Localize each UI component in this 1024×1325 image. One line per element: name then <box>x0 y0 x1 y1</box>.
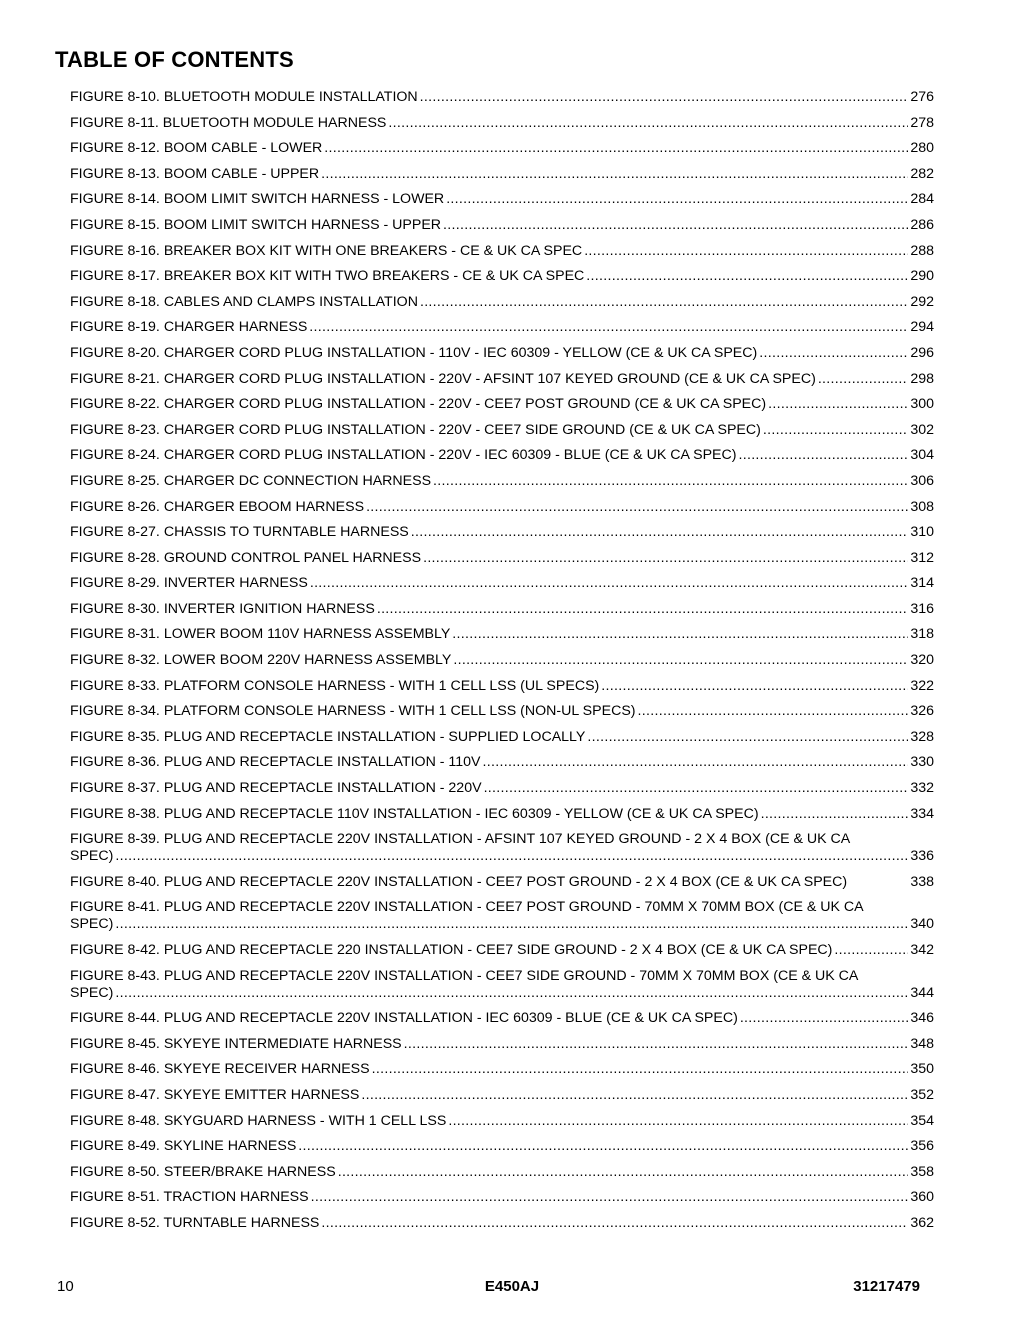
toc-entry-title: FIGURE 8-18. CABLES AND CLAMPS INSTALLATION <box>70 293 418 310</box>
dot-leader <box>584 243 908 260</box>
toc-entry-title: FIGURE 8-10. BLUETOOTH MODULE INSTALLATION <box>70 89 418 105</box>
toc-entry-page: 294 <box>910 319 934 336</box>
toc-entry-title: FIGURE 8-51. TRACTION HARNESS <box>70 1189 309 1206</box>
toc-entry-page: 288 <box>910 242 934 259</box>
toc-entry[interactable] <box>70 968 934 1002</box>
dot-leader <box>311 1189 909 1206</box>
toc-entry-page: 298 <box>910 370 934 387</box>
toc-entry-title: FIGURE 8-45. SKYEYE INTERMEDIATE HARNESS <box>70 1035 402 1052</box>
dot-leader <box>321 166 908 183</box>
toc-entry-title: FIGURE 8-52. TURNTABLE HARNESS <box>70 1214 320 1231</box>
dot-leader <box>448 1113 908 1130</box>
dot-leader <box>638 703 909 720</box>
toc-entry-page: 348 <box>910 1035 934 1052</box>
toc-entry-page: 308 <box>910 498 934 515</box>
toc-entry-page: 310 <box>910 524 934 541</box>
toc-entry[interactable] <box>70 831 934 865</box>
toc-entry-page: 318 <box>910 626 934 643</box>
toc-entry-page: 326 <box>910 703 934 720</box>
dot-leader <box>298 1138 908 1155</box>
toc-entry-page: 320 <box>910 652 934 669</box>
dot-leader <box>404 1036 909 1053</box>
toc-entry-title: FIGURE 8-14. BOOM LIMIT SWITCH HARNESS - LOWER <box>70 191 445 208</box>
toc-entry[interactable] <box>70 499 934 516</box>
toc-entry[interactable] <box>70 115 934 132</box>
toc-entry-page: 278 <box>910 114 934 131</box>
toc-entry-title: FIGURE 8-27. CHASSIS TO TURNTABLE HARNESS <box>70 524 409 541</box>
dot-leader <box>433 473 908 490</box>
toc-entry-page: 356 <box>910 1138 934 1155</box>
dot-leader <box>115 848 908 865</box>
toc-entry-title: FIGURE 8-40. PLUG AND RECEPTACLE 220V INSTALLATION - CEE7 POST GROUND - 2 X 4 BOX (CE & UK CA SPEC) <box>70 873 848 890</box>
toc-entry[interactable] <box>70 294 934 311</box>
toc-entry[interactable] <box>70 1036 934 1053</box>
footer-doc-number: 31217479 <box>853 1278 920 1295</box>
toc-entry[interactable] <box>70 780 934 797</box>
toc-entry[interactable] <box>70 1061 934 1078</box>
toc-entry-page: 286 <box>910 216 934 233</box>
toc-entry-title: FIGURE 8-35. PLUG AND RECEPTACLE INSTALLATION - SUPPLIED LOCALLY <box>70 728 586 745</box>
dot-leader <box>484 780 909 797</box>
toc-entry-title: FIGURE 8-28. GROUND CONTROL PANEL HARNESS <box>70 549 422 566</box>
toc-entry-title: FIGURE 8-30. INVERTER IGNITION HARNESS <box>70 600 375 617</box>
toc-entry[interactable] <box>70 319 934 336</box>
toc-entry[interactable] <box>70 473 934 490</box>
toc-entry-page: 302 <box>910 421 934 438</box>
toc-entry-title: FIGURE 8-17. BREAKER BOX KIT WITH TWO BREAKERS - CE & UK CA SPEC <box>70 268 585 285</box>
toc-entry[interactable] <box>70 447 934 464</box>
toc-entry[interactable] <box>70 191 934 208</box>
toc-entry-title: FIGURE 8-36. PLUG AND RECEPTACLE INSTALLATION - 110V <box>70 754 481 771</box>
dot-leader <box>483 754 909 771</box>
toc-entry[interactable] <box>70 1215 934 1232</box>
toc-entry-page: 316 <box>910 600 934 617</box>
toc-entry-page: 306 <box>910 472 934 489</box>
dot-leader <box>763 422 908 439</box>
toc-list <box>70 89 934 1241</box>
toc-entry-title: FIGURE 8-34. PLATFORM CONSOLE HARNESS - WITH 1 CELL LSS (NON-UL SPECS) <box>70 703 636 720</box>
toc-entry-page: 338 <box>910 873 934 890</box>
toc-entry-page: 322 <box>910 677 934 694</box>
toc-entry[interactable] <box>70 806 934 823</box>
toc-entry[interactable] <box>70 550 934 567</box>
toc-entry-title: FIGURE 8-13. BOOM CABLE - UPPER <box>70 165 320 182</box>
toc-entry[interactable] <box>70 345 934 362</box>
toc-entry[interactable] <box>70 422 934 439</box>
dot-leader <box>423 550 908 567</box>
dot-leader <box>446 191 908 208</box>
dot-leader <box>738 447 908 464</box>
toc-entry-title: FIGURE 8-26. CHARGER EBOOM HARNESS <box>70 498 365 515</box>
toc-entry-page: 282 <box>910 165 934 182</box>
dot-leader <box>740 1010 909 1027</box>
toc-entry-title: FIGURE 8-22. CHARGER CORD PLUG INSTALLATION - 220V - CEE7 POST GROUND (CE & UK CA SPEC) <box>70 396 767 413</box>
toc-entry-page: 362 <box>910 1214 934 1231</box>
toc-entry-page: 280 <box>910 140 934 157</box>
toc-entry-page: 292 <box>910 293 934 310</box>
toc-entry-title: FIGURE 8-39. PLUG AND RECEPTACLE 220V INSTALLATION - AFSINT 107 KEYED GROUND - 2 X 4 BOX (CE & UK CA <box>70 831 851 848</box>
toc-entry[interactable] <box>70 899 934 933</box>
toc-entry-title: FIGURE 8-21. CHARGER CORD PLUG INSTALLATION - 220V - AFSINT 107 KEYED GROUND (CE & UK CA SPEC) <box>70 370 816 387</box>
toc-entry[interactable] <box>70 1189 934 1206</box>
dot-leader <box>388 115 908 132</box>
dot-leader <box>361 1087 908 1104</box>
toc-entry-title: FIGURE 8-31. LOWER BOOM 110V HARNESS ASSEMBLY <box>70 626 451 643</box>
dot-leader <box>587 729 908 746</box>
toc-entry[interactable] <box>70 1087 934 1104</box>
toc-entry-title: FIGURE 8-37. PLUG AND RECEPTACLE INSTALLATION - 220V <box>70 780 482 797</box>
toc-entry-page: 296 <box>910 344 934 361</box>
toc-entry[interactable] <box>70 166 934 183</box>
toc-entry[interactable] <box>70 601 934 618</box>
dot-leader <box>453 652 908 669</box>
toc-entry[interactable] <box>70 396 934 413</box>
dot-leader <box>420 294 908 311</box>
toc-entry-page: 332 <box>910 780 934 797</box>
toc-entry-page: 360 <box>910 1189 934 1206</box>
toc-entry[interactable] <box>70 1138 934 1155</box>
dot-leader <box>768 396 908 413</box>
toc-entry-page: 354 <box>910 1112 934 1129</box>
toc-entry-page: 358 <box>910 1163 934 1180</box>
toc-entry-title: FIGURE 8-23. CHARGER CORD PLUG INSTALLATION - 220V - CEE7 SIDE GROUND (CE & UK CA SPEC) <box>70 421 761 438</box>
dot-leader <box>761 806 909 823</box>
toc-entry-title: FIGURE 8-32. LOWER BOOM 220V HARNESS ASSEMBLY <box>70 652 452 669</box>
toc-entry-title: FIGURE 8-25. CHARGER DC CONNECTION HARNESS <box>70 472 432 489</box>
dot-leader <box>324 140 908 157</box>
toc-entry-title: FIGURE 8-11. BLUETOOTH MODULE HARNESS <box>70 114 387 131</box>
dot-leader <box>310 575 909 592</box>
toc-entry[interactable] <box>70 1010 934 1027</box>
dot-leader <box>338 1164 909 1181</box>
dot-leader <box>115 985 908 1002</box>
dot-leader <box>420 89 909 106</box>
toc-entry-title: FIGURE 8-16. BREAKER BOX KIT WITH ONE BREAKERS - CE & UK CA SPEC <box>70 242 583 259</box>
toc-entry-page: 352 <box>910 1086 934 1103</box>
toc-entry-title: FIGURE 8-44. PLUG AND RECEPTACLE 220V INSTALLATION - IEC 60309 - BLUE (CE & UK CA SPEC) <box>70 1010 738 1027</box>
toc-entry[interactable] <box>70 729 934 746</box>
toc-entry[interactable] <box>70 575 934 592</box>
dot-leader <box>372 1061 909 1078</box>
toc-entry-page: 276 <box>910 89 934 105</box>
toc-entry-title: FIGURE 8-46. SKYEYE RECEIVER HARNESS <box>70 1061 370 1078</box>
toc-entry-page: 340 <box>910 916 934 933</box>
toc-entry-title: FIGURE 8-48. SKYGUARD HARNESS - WITH 1 CELL LSS <box>70 1112 447 1129</box>
toc-entry-title: FIGURE 8-43. PLUG AND RECEPTACLE 220V INSTALLATION - CEE7 SIDE GROUND - 70MM X 70MM BOX (CE & UK CA <box>70 967 859 984</box>
toc-entry[interactable] <box>70 1113 934 1130</box>
toc-entry-page: 330 <box>910 754 934 771</box>
toc-entry[interactable] <box>70 626 934 643</box>
toc-entry-title: FIGURE 8-29. INVERTER HARNESS <box>70 575 308 592</box>
toc-entry-page: 334 <box>910 805 934 822</box>
toc-entry-page: 290 <box>910 268 934 285</box>
toc-entry-page: 312 <box>910 549 934 566</box>
dot-leader <box>366 499 908 516</box>
toc-entry[interactable] <box>70 678 934 695</box>
dot-leader <box>443 217 908 234</box>
toc-entry[interactable] <box>70 524 934 541</box>
toc-entry[interactable] <box>70 652 934 669</box>
dot-leader <box>115 916 908 933</box>
toc-entry-title: FIGURE 8-33. PLATFORM CONSOLE HARNESS - WITH 1 CELL LSS (UL SPECS) <box>70 677 600 694</box>
toc-entry-page: 336 <box>910 848 934 865</box>
toc-entry-page: 344 <box>910 984 934 1001</box>
toc-entry[interactable] <box>70 942 934 959</box>
toc-entry[interactable] <box>70 140 934 157</box>
toc-entry-page: 300 <box>910 396 934 413</box>
toc-entry-title-continued: SPEC) <box>70 984 114 1001</box>
toc-entry-title: FIGURE 8-15. BOOM LIMIT SWITCH HARNESS - UPPER <box>70 216 442 233</box>
toc-entry-title: FIGURE 8-12. BOOM CABLE - LOWER <box>70 140 323 157</box>
dot-leader <box>586 268 908 285</box>
dot-leader <box>818 371 909 388</box>
toc-entry[interactable] <box>70 217 934 234</box>
dot-leader <box>377 601 909 618</box>
dot-leader <box>834 942 908 959</box>
toc-entry-title: FIGURE 8-38. PLUG AND RECEPTACLE 110V INSTALLATION - IEC 60309 - YELLOW (CE & UK CA SPEC) <box>70 805 759 822</box>
toc-entry[interactable] <box>70 89 934 106</box>
toc-entry-title-continued: SPEC) <box>70 848 114 865</box>
toc-entry-title: FIGURE 8-20. CHARGER CORD PLUG INSTALLATION - 110V - IEC 60309 - YELLOW (CE & UK CA SPEC) <box>70 344 758 361</box>
toc-entry[interactable] <box>70 268 934 285</box>
dot-leader <box>759 345 908 362</box>
toc-entry[interactable] <box>70 754 934 771</box>
footer-page-number: 10 <box>57 1278 74 1295</box>
toc-entry-page: 284 <box>910 191 934 208</box>
toc-entry[interactable] <box>70 703 934 720</box>
toc-entry[interactable] <box>70 1164 934 1181</box>
toc-entry-page: 346 <box>910 1010 934 1027</box>
toc-entry-page: 350 <box>910 1061 934 1078</box>
footer-model: E450AJ <box>484 1278 540 1295</box>
page-footer <box>0 1278 1024 1298</box>
toc-entry-title: FIGURE 8-50. STEER/BRAKE HARNESS <box>70 1163 336 1180</box>
dot-leader <box>309 319 908 336</box>
dot-leader <box>321 1215 908 1232</box>
toc-entry-title: FIGURE 8-42. PLUG AND RECEPTACLE 220 INSTALLATION - CEE7 SIDE GROUND - 2 X 4 BOX (CE & UK CA SPEC) <box>70 942 833 958</box>
toc-entry-title: FIGURE 8-41. PLUG AND RECEPTACLE 220V INSTALLATION - CEE7 POST GROUND - 70MM X 70MM BOX (CE & UK CA <box>70 899 864 916</box>
toc-entry-page: 342 <box>910 942 934 958</box>
toc-entry[interactable] <box>70 371 934 388</box>
toc-entry-title: FIGURE 8-49. SKYLINE HARNESS <box>70 1138 297 1155</box>
toc-entry-page: 304 <box>910 447 934 464</box>
toc-entry-page: 328 <box>910 728 934 745</box>
dot-leader <box>452 626 908 643</box>
toc-entry[interactable] <box>70 243 934 260</box>
toc-entry[interactable] <box>70 874 934 891</box>
toc-entry-title: FIGURE 8-47. SKYEYE EMITTER HARNESS <box>70 1086 360 1103</box>
toc-entry-title: FIGURE 8-24. CHARGER CORD PLUG INSTALLATION - 220V - IEC 60309 - BLUE (CE & UK CA SPEC) <box>70 447 737 464</box>
toc-entry-title-continued: SPEC) <box>70 916 114 933</box>
toc-entry-title: FIGURE 8-19. CHARGER HARNESS <box>70 319 308 336</box>
toc-entry-page: 314 <box>910 575 934 592</box>
page-title: TABLE OF CONTENTS <box>55 47 294 72</box>
dot-leader <box>601 678 908 695</box>
dot-leader <box>411 524 909 541</box>
